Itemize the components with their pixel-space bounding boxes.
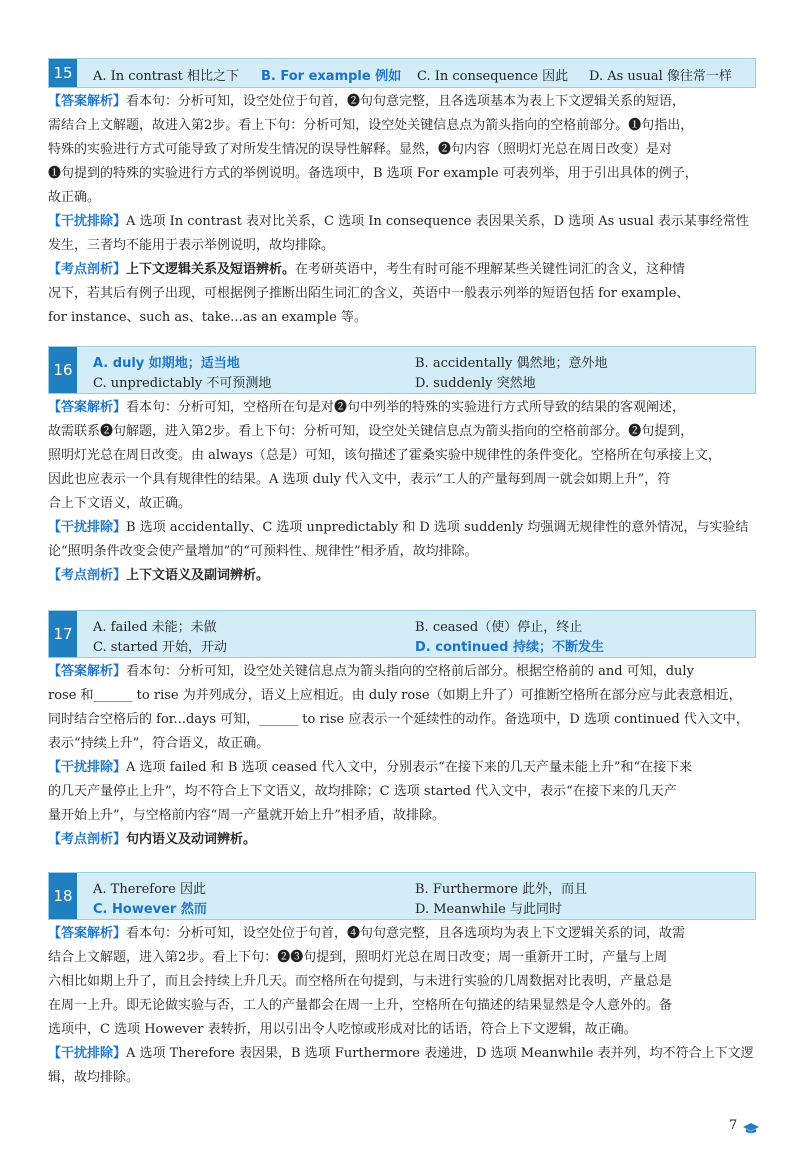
analysis-line: rose 和______ to rise 为并列成分，语义上应相近。由 duly rose（如期上升了）可推断空格所在部分应与此表意相近，: [48, 688, 742, 703]
answer-analysis-tag: 【答案解析】: [48, 664, 127, 679]
analysis-line: 特殊的实验进行方式可能导致了对所发生情况的误导性解释。显然，❷句内容（照明灯光总在周日改变）是对: [48, 142, 673, 157]
question-17-options-box: [48, 610, 756, 658]
option-b: B. accidentally 偶然地；意外地: [415, 356, 608, 371]
exclusion-tag: 【干扰排除】: [48, 1046, 127, 1061]
exclusion-tag: 【干扰排除】: [48, 214, 127, 229]
option-d-correct: D. continued 持续；不断发生: [415, 640, 604, 655]
option-c-correct: C. However 然而: [93, 902, 207, 917]
analysis-line: 表示“持续上升”，符合语义，故正确。: [48, 736, 270, 751]
analysis-line: 故需联系❷句解题，进入第2步。看上下句：分析可知，设空处关键信息点为箭头指向的空格前部分。❷句提到，: [48, 424, 694, 439]
analysis-line: 看本句：分析可知，设空处位于句首，❹句句意完整，且各选项均为表上下文逻辑关系的词，故需: [126, 926, 686, 941]
question-16-explanation: [48, 396, 760, 588]
answer-analysis-tag: 【答案解析】: [48, 926, 127, 941]
point-tag: 【考点剖析】: [48, 568, 127, 583]
question-number: 16: [49, 347, 77, 393]
exclusion-line: B 选项 accidentally、C 选项 unpredictably 和 D 选项 suddenly 均强调无规律性的意外情况，与实验结: [126, 520, 749, 535]
option-a: A. Therefore 因此: [93, 882, 206, 897]
exclusion-line: 的几天产量停止上升”，均不符合上下文语义，故均排除；C 选项 started 代入文中，表示“在接下来的几天产: [48, 784, 677, 799]
analysis-line: 选项中，C 选项 However 表转折，用以引出令人吃惊或形成对比的话语，符合上下文逻辑，故正确。: [48, 1022, 637, 1037]
analysis-line: 六相比如期上升了，而且会持续上升几天。而空格所在句提到，与未进行实验的几周数据对比表明，产量总是: [48, 974, 673, 989]
analysis-line: ❶句提到的特殊的实验进行方式的举例说明。备选项中，B 选项 For example 可表列举，用于引出具体的例子，: [48, 166, 698, 181]
option-d: D. As usual 像往常一样: [589, 69, 732, 84]
exclusion-tag: 【干扰排除】: [48, 520, 127, 535]
option-c: C. started 开始，开动: [93, 640, 227, 655]
analysis-line: 在周一上升。即无论做实验与否，工人的产量都会在周一上升，空格所在句描述的结果显然是令人意外的。备: [48, 998, 673, 1013]
analysis-line: 看本句：分析可知，设空处关键信息点为箭头指向的空格前后部分。根据空格前的 and 可知，duly: [126, 664, 694, 679]
question-16-options-box: [48, 346, 756, 394]
question-18-explanation: [48, 922, 760, 1090]
point-line: for instance、such as、take...as an example 等。: [48, 310, 367, 325]
analysis-line: 合上下文语义，故正确。: [48, 496, 192, 511]
exclusion-line: 量开始上升”，与空格前内容“周一产量就开始上升”相矛盾，故排除。: [48, 808, 445, 823]
exclusion-line: A 选项 failed 和 B 选项 ceased 代入文中，分别表示“在接下来的几天产量未能上升”和“在接下来: [126, 760, 693, 775]
analysis-line: 照明灯光总在周日改变。由 always（总是）可知，该句描述了霍桑实验中规律性的条件变化。空格所在句承接上文，: [48, 448, 721, 463]
question-17-explanation: [48, 660, 760, 852]
analysis-line: 因此也应表示一个具有规律性的结果。A 选项 duly 代入文中，表示“工人的产量每到周一就会如期上升”，符: [48, 472, 671, 487]
point-tag: 【考点剖析】: [48, 832, 127, 847]
analysis-line: 结合上文解题，进入第2步。看上下句：❷❸句提到，照明灯光总在周日改变；周一重新开工时，产量与上周: [48, 950, 668, 965]
point-line: 在考研英语中，考生有时可能不理解某些关键性词汇的含义，这种情: [295, 262, 686, 277]
exclusion-line: 发生，三者均不能用于表示举例说明，故均排除。: [48, 238, 335, 253]
option-c: C. In consequence 因此: [417, 69, 569, 84]
exclusion-line: A 选项 Therefore 表因果，B 选项 Furthermore 表递进，D 选项 Meanwhile 表并列，均不符合上下文逻: [126, 1046, 754, 1061]
point-summary: 上下文语义及副词辨析。: [126, 568, 270, 583]
exclusion-tag: 【干扰排除】: [48, 760, 127, 775]
exclusion-line: 论“照明条件改变会使产量增加”的“可预料性、规律性”相矛盾，故均排除。: [48, 544, 478, 559]
analysis-line: 需结合上文解题，故进入第2步。看上下句：分析可知，设空处关键信息点为箭头指向的空格前部分。❶句指出，: [48, 118, 694, 133]
analysis-line: 看本句：分析可知，空格所在句是对❷句中列举的特殊的实验进行方式所导致的结果的客观阐述，: [126, 400, 686, 415]
option-d: D. Meanwhile 与此同时: [415, 902, 562, 917]
question-18-options-box: [48, 872, 756, 920]
answer-analysis-tag: 【答案解析】: [48, 400, 127, 415]
graduation-cap-icon: [742, 1122, 760, 1134]
question-number: 18: [49, 873, 77, 919]
question-number: 17: [49, 611, 77, 657]
option-b-correct: B. For example 例如: [261, 69, 402, 84]
option-a: A. failed 未能；未做: [93, 620, 217, 635]
point-summary: 上下文逻辑关系及短语辨析。: [126, 262, 296, 277]
option-b: B. ceased（使）停止，终止: [415, 620, 583, 635]
option-d: D. suddenly 突然地: [415, 376, 536, 391]
option-c: C. unpredictably 不可预测地: [93, 376, 272, 391]
question-15-options-box: [48, 58, 756, 88]
point-line: 况下，若其后有例子出现，可根据例子推断出陌生词汇的含义，英语中一般表示列举的短语包括 for example、: [48, 286, 690, 301]
question-number: 15: [49, 59, 77, 87]
analysis-line: 看本句：分析可知，设空处位于句首，❷句句意完整，且各选项基本为表上下文逻辑关系的短语，: [126, 94, 686, 109]
option-b: B. Furthermore 此外，而且: [415, 882, 588, 897]
option-a: A. In contrast 相比之下: [93, 69, 239, 84]
question-15-explanation: [48, 90, 760, 330]
exclusion-line: 辑，故均排除。: [48, 1070, 140, 1085]
option-a-correct: A. duly 如期地；适当地: [93, 356, 240, 371]
answer-analysis-tag: 【答案解析】: [48, 94, 127, 109]
analysis-line: 故正确。: [48, 190, 101, 205]
analysis-line: 同时结合空格后的 for...days 可知，______ to rise 应表示一个延续性的动作。备选项中，D 选项 continued 代入文中，: [48, 712, 749, 727]
page-number: 7: [729, 1118, 738, 1133]
point-summary: 句内语义及动词辨析。: [126, 832, 257, 847]
exclusion-line: A 选项 In contrast 表对比关系，C 选项 In consequence 表因果关系，D 选项 As usual 表示某事经常性: [126, 214, 749, 229]
point-tag: 【考点剖析】: [48, 262, 127, 277]
